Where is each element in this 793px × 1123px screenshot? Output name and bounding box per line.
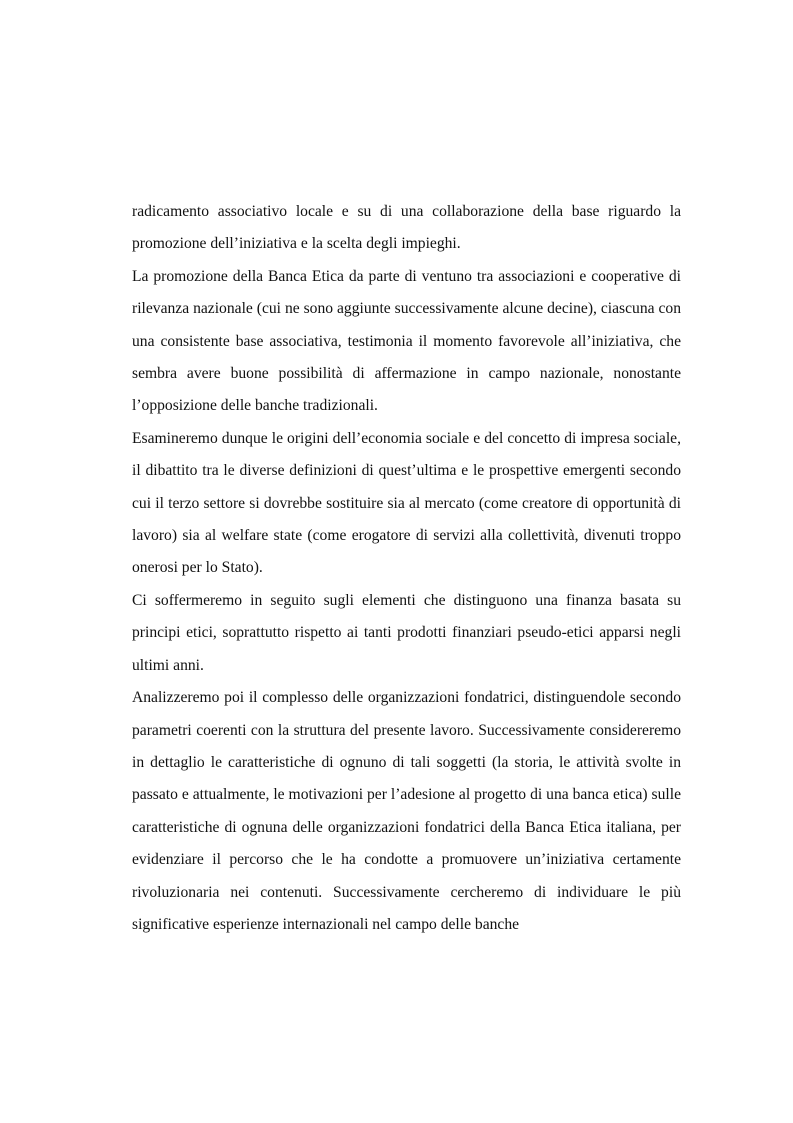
paragraph: radicamento associativo locale e su di una collaborazione della base riguardo la promozione dell’iniziativa e la scelta degli impieghi. <box>132 203 681 253</box>
paragraph: Esamineremo dunque le origini dell’economia sociale e del concetto di impresa sociale, il dibattito tra le diverse definizioni di quest’ultima e le prospettive emergenti secondo cui il terzo settore si dovrebbe sostituire sia al mercato (come creatore di opportunità di lavoro) sia al welfare state (come erogatore di servizi alla collettività, divenuti troppo onerosi per lo Stato). <box>132 429 681 577</box>
paragraph: Analizzeremo poi il complesso delle organizzazioni fondatrici, distinguendole secondo parametri coerenti con la struttura del presente lavoro. Successivamente considereremo in dettaglio le caratteristiche di ognuno di tali soggetti (la storia, le attività svolte in passato e attualmente, le motivazioni per l’adesione al progetto di una banca etica) sulle caratteristiche di ognuna delle organizzazioni fondatrici della Banca Etica italiana, per evidenziare il percorso che le ha condotte a promuovere un’iniziativa certamente rivoluzionaria nei contenuti. Successivamente cercheremo di individuare le più significative esperienze internazionali nel campo delle banche <box>132 689 681 933</box>
paragraph: Ci soffermeremo in seguito sugli elementi che distinguono una finanza basata su principi etici, soprattutto rispetto ai tanti prodotti finanziari pseudo-etici apparsi negli ultimi anni. <box>132 591 681 674</box>
paragraph: La promozione della Banca Etica da parte di ventuno tra associazioni e cooperative di rilevanza nazionale (cui ne sono aggiunte successivamente alcune decine), ciascuna con una consistente base associativa, testimonia il momento favorevole all’iniziativa, che sembra avere buone possibilità di affermazione in campo nazionale, nonostante l’opposizione delle banche tradizionali. <box>132 267 681 415</box>
page-body-text <box>132 196 681 941</box>
